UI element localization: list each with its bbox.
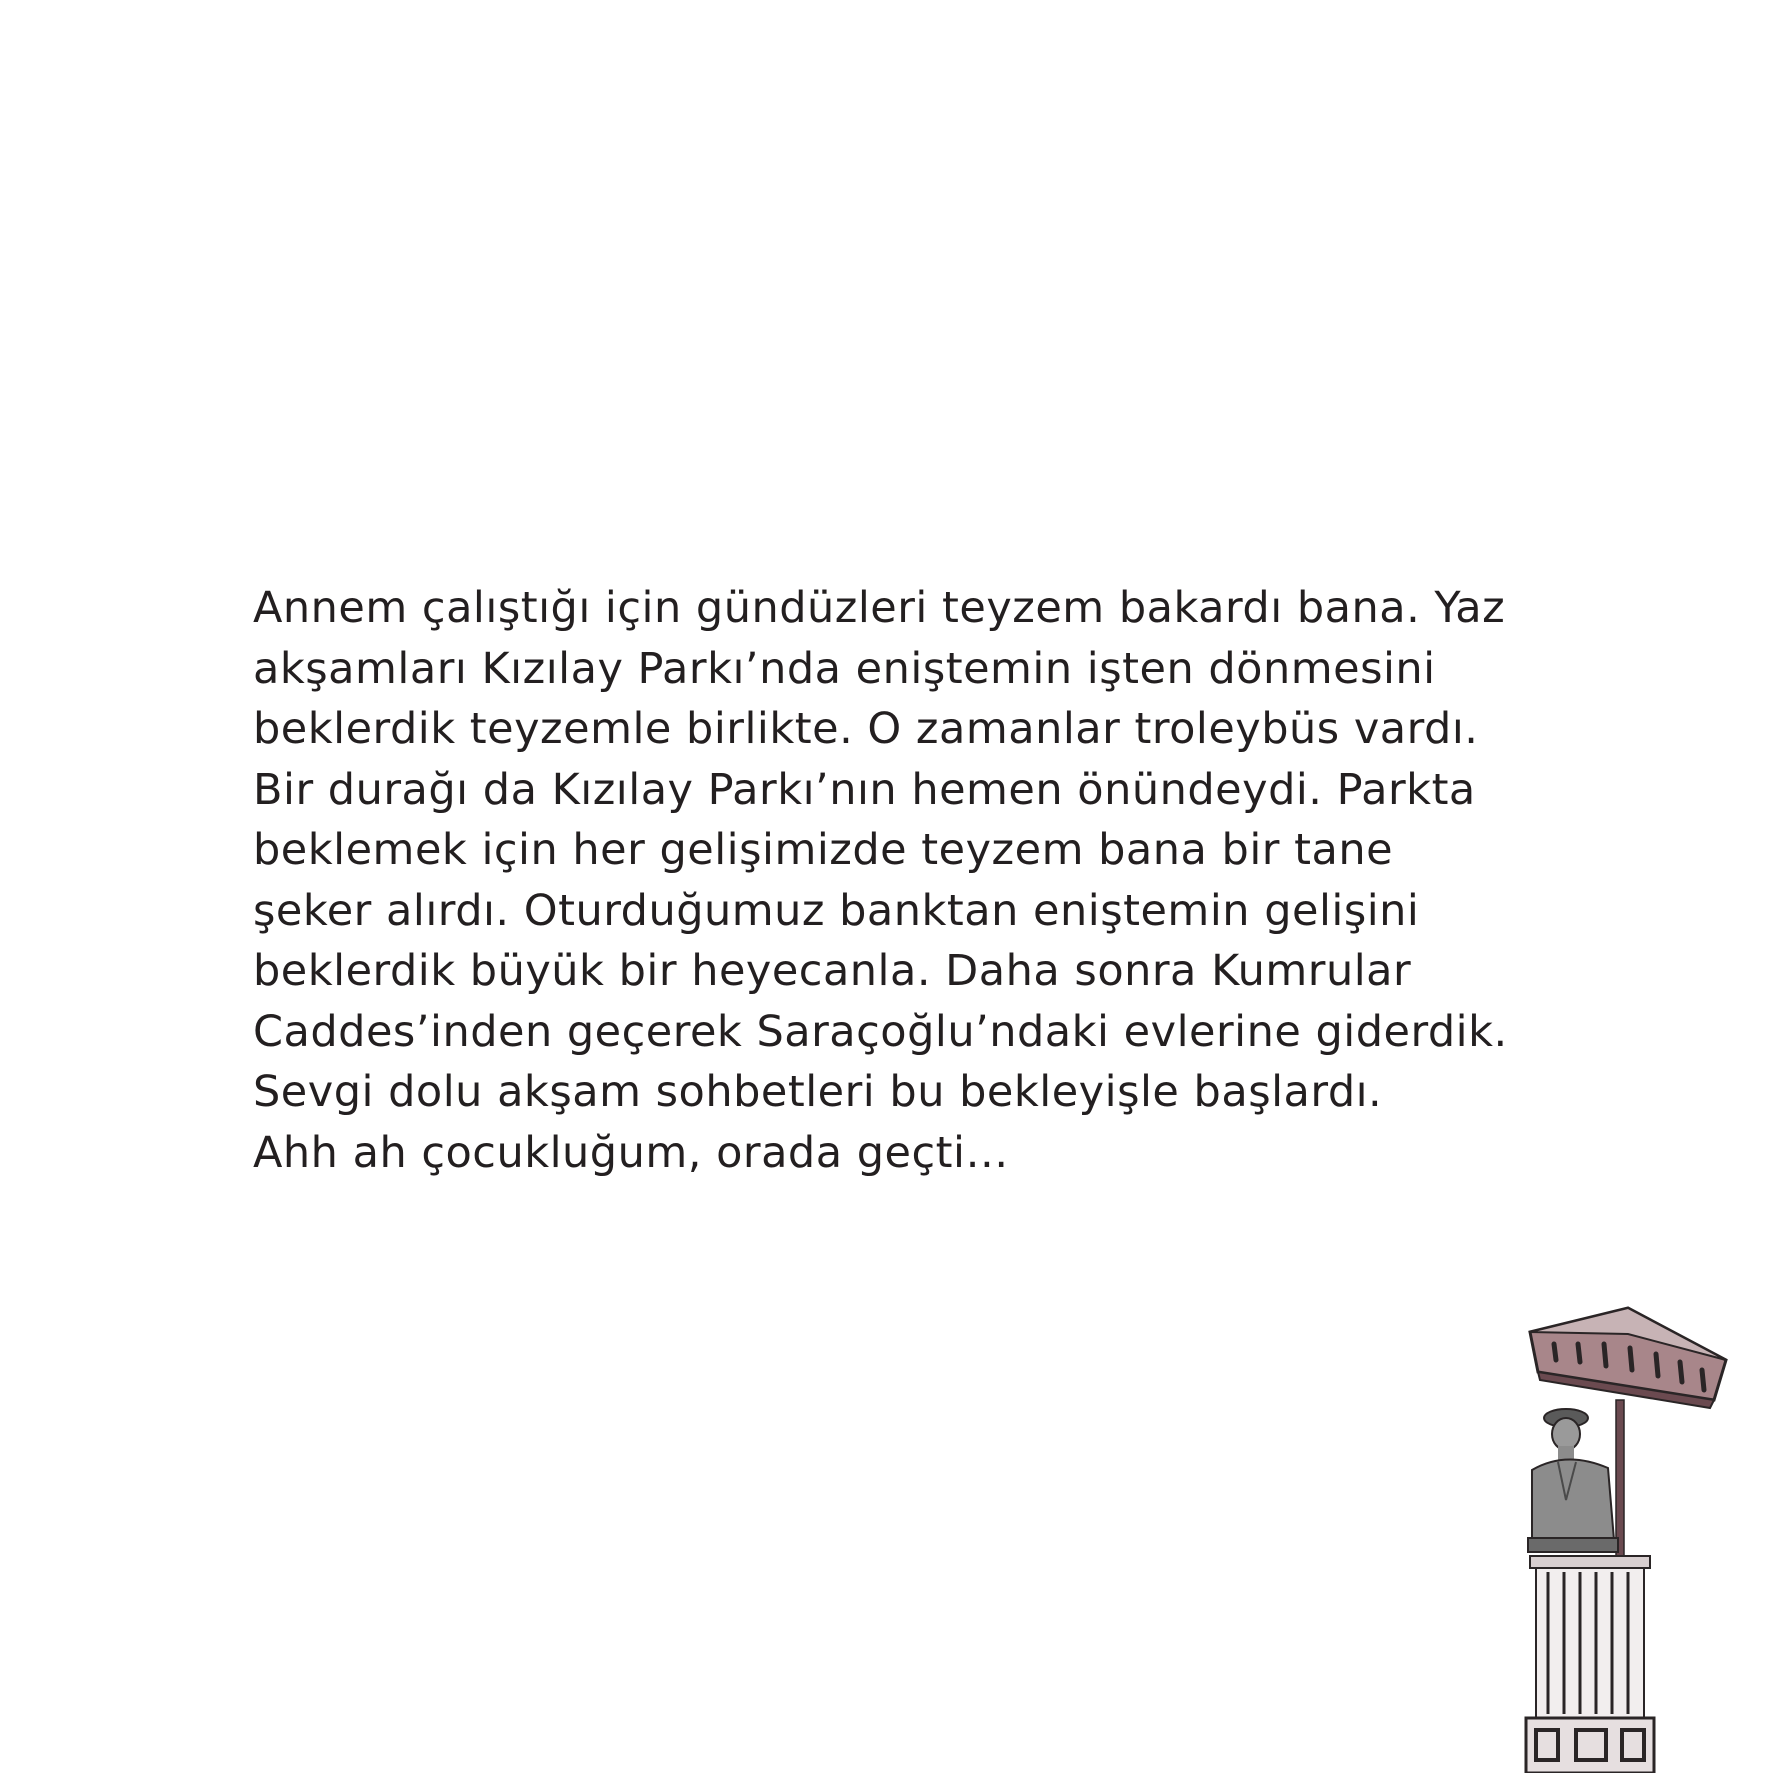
story-line: Ahh ah çocukluğum, orada geçti… (253, 1127, 1009, 1178)
statue-bust-icon (1528, 1409, 1618, 1552)
story-line: beklerdik teyzemle birlikte. O zamanlar troleybüs vardı. (253, 704, 1479, 754)
story-line: Annem çalıştığı için gündüzleri teyzem bakardı bana. Yaz (253, 583, 1506, 633)
story-line: Bir durağı da Kızılay Parkı’nın hemen önündeydi. Parkta (253, 764, 1476, 815)
story-line: akşamları Kızılay Parkı’nda eniştemin işten dönmesini (253, 643, 1436, 694)
story-line: Caddes’inden geçerek Saraçoğlu’ndaki evlerine giderdik. (253, 1006, 1508, 1057)
story-line: beklerdik büyük bir heyecanla. Daha sonra Kumrular (253, 946, 1412, 996)
story-line: şeker alırdı. Oturduğumuz banktan eniştemin gelişini (253, 885, 1420, 936)
canopy-icon (1530, 1308, 1726, 1408)
story-line: Sevgi dolu akşam sohbetleri bu bekleyişle başlardı. (253, 1067, 1383, 1117)
story-line: beklemek için her gelişimizde teyzem bana bir tane (253, 825, 1394, 875)
monument-statue-icon (1518, 1300, 1738, 1773)
pedestal-icon (1526, 1556, 1654, 1773)
story-text (253, 578, 1553, 1183)
